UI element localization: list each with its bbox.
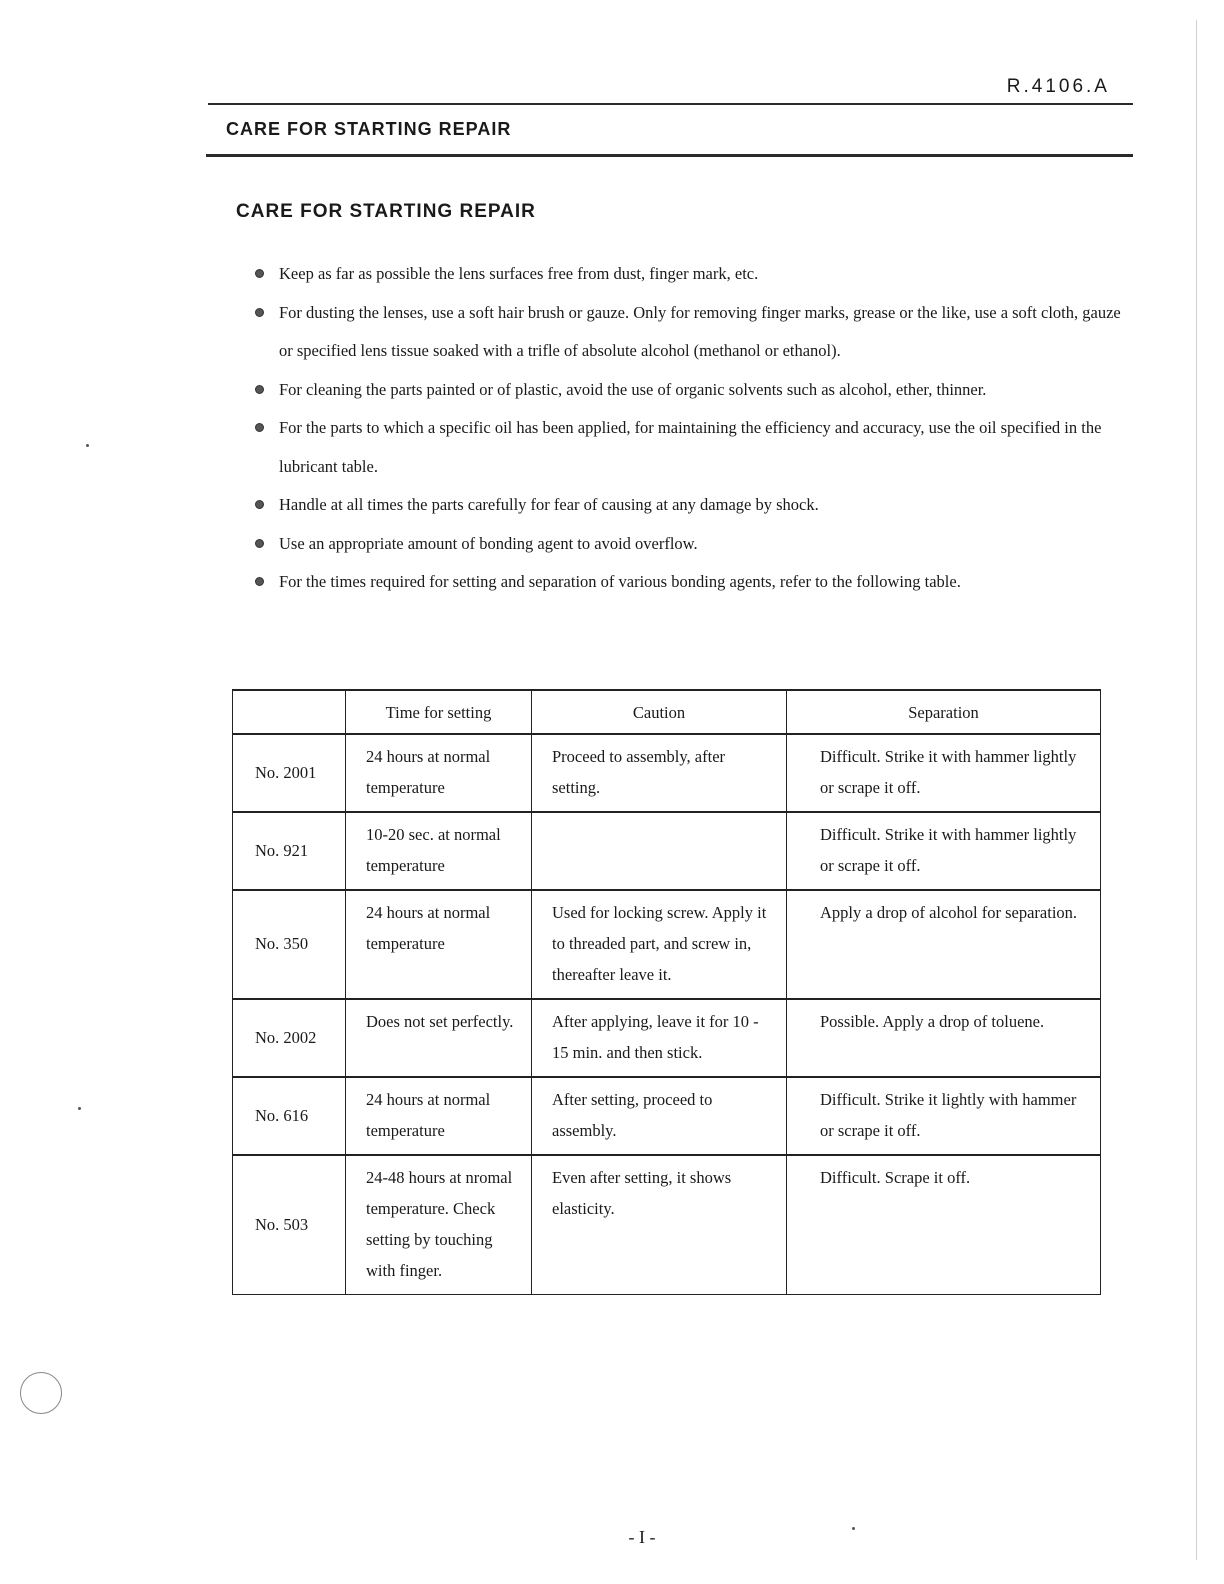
bullet-item	[252, 294, 1122, 371]
scan-edge-line	[1196, 20, 1197, 1560]
section-title: CARE FOR STARTING REPAIR	[236, 201, 536, 222]
separation-cell: Difficult. Strike it lightly with hammer or scrape it off.	[787, 1077, 1101, 1155]
bullet-text: Use an appropriate amount of bonding agent to avoid overflow.	[279, 533, 698, 553]
setting-time-cell: 24 hours at normal temperature	[346, 1077, 532, 1155]
setting-time-cell: 10-20 sec. at normal temperature	[346, 812, 532, 890]
bullet-dot-icon	[255, 423, 264, 432]
table-header-agent	[233, 690, 346, 734]
table-header-caution: Caution	[532, 690, 787, 734]
bullet-dot-icon	[255, 500, 264, 509]
caution-cell: Used for locking screw. Apply it to threaded part, and screw in, thereafter leave it.	[532, 890, 787, 999]
setting-time-cell: 24-48 hours at nromal temperature. Check setting by touching with finger.	[346, 1155, 532, 1295]
table-row	[233, 999, 1101, 1077]
caution-cell: After setting, proceed to assembly.	[532, 1077, 787, 1155]
table-row	[233, 812, 1101, 890]
bonding-agent-table	[232, 689, 1101, 1295]
table-row	[233, 1155, 1101, 1295]
bullet-item	[252, 486, 1122, 525]
bullet-item	[252, 525, 1122, 564]
separation-cell: Possible. Apply a drop of toluene.	[787, 999, 1101, 1077]
caution-cell	[532, 812, 787, 890]
table-header-row	[233, 690, 1101, 734]
separation-cell: Difficult. Strike it with hammer lightly or scrape it off.	[787, 812, 1101, 890]
bullet-dot-icon	[255, 539, 264, 548]
agent-name-cell: No. 921	[233, 812, 346, 890]
table-row	[233, 890, 1101, 999]
bullet-item	[252, 371, 1122, 410]
bullet-dot-icon	[255, 269, 264, 278]
setting-time-cell: Does not set perfectly.	[346, 999, 532, 1077]
agent-name-cell: No. 503	[233, 1155, 346, 1295]
bullet-text: Keep as far as possible the lens surfaces free from dust, finger mark, etc.	[279, 264, 759, 283]
table-header-time: Time for setting	[346, 690, 532, 734]
bullet-dot-icon	[255, 308, 264, 317]
separation-cell: Apply a drop of alcohol for separation.	[787, 890, 1101, 999]
scan-speck	[78, 1107, 81, 1110]
header-title: CARE FOR STARTING REPAIR	[226, 119, 512, 139]
table-row	[233, 1077, 1101, 1155]
bullet-text: For cleaning the parts painted or of plastic, avoid the use of organic solvents such as alcohol, ether, thinner.	[279, 379, 987, 399]
caution-cell: After applying, leave it for 10 - 15 min. and then stick.	[532, 999, 787, 1077]
agent-name-cell: No. 2002	[233, 999, 346, 1077]
agent-name-cell: No. 350	[233, 890, 346, 999]
setting-time-cell: 24 hours at normal temperature	[346, 890, 532, 999]
bullet-text: For the times required for setting and separation of various bonding agents, refer to the following table.	[279, 572, 961, 591]
care-bullet-list	[252, 255, 1122, 602]
bullet-text: Handle at all times the parts carefully for fear of causing at any damage by shock.	[279, 495, 819, 514]
header-top-rule	[208, 103, 1133, 105]
bullet-item	[252, 563, 1122, 602]
bullet-dot-icon	[255, 577, 264, 586]
bullet-dot-icon	[255, 385, 264, 394]
scan-speck	[86, 444, 89, 447]
bullet-item	[252, 255, 1122, 294]
header-bottom-rule	[206, 154, 1133, 157]
bullet-text: For the parts to which a specific oil has been applied, for maintaining the efficiency and accuracy, use the oil specified in the lubricant table.	[279, 418, 1102, 476]
separation-cell: Difficult. Strike it with hammer lightly or scrape it off.	[787, 734, 1101, 812]
scan-speck	[852, 1527, 855, 1530]
agent-name-cell: No. 616	[233, 1077, 346, 1155]
punch-hole-mark	[20, 1372, 62, 1414]
setting-time-cell: 24 hours at normal temperature	[346, 734, 532, 812]
table-header-separation: Separation	[787, 690, 1101, 734]
document-number: R.4106.A	[1006, 76, 1110, 97]
separation-cell: Difficult. Scrape it off.	[787, 1155, 1101, 1295]
table-row	[233, 734, 1101, 812]
bullet-text: For dusting the lenses, use a soft hair brush or gauze. Only for removing finger marks, grease or the like, use a soft cloth, gauze or specified lens tissue soaked with a trifle of absolute alcohol (methanol or ethanol).	[279, 302, 1121, 360]
caution-cell: Even after setting, it shows elasticity.	[532, 1155, 787, 1295]
page-number: - I -	[628, 1527, 656, 1547]
agent-name-cell: No. 2001	[233, 734, 346, 812]
bullet-item	[252, 409, 1122, 486]
caution-cell: Proceed to assembly, after setting.	[532, 734, 787, 812]
